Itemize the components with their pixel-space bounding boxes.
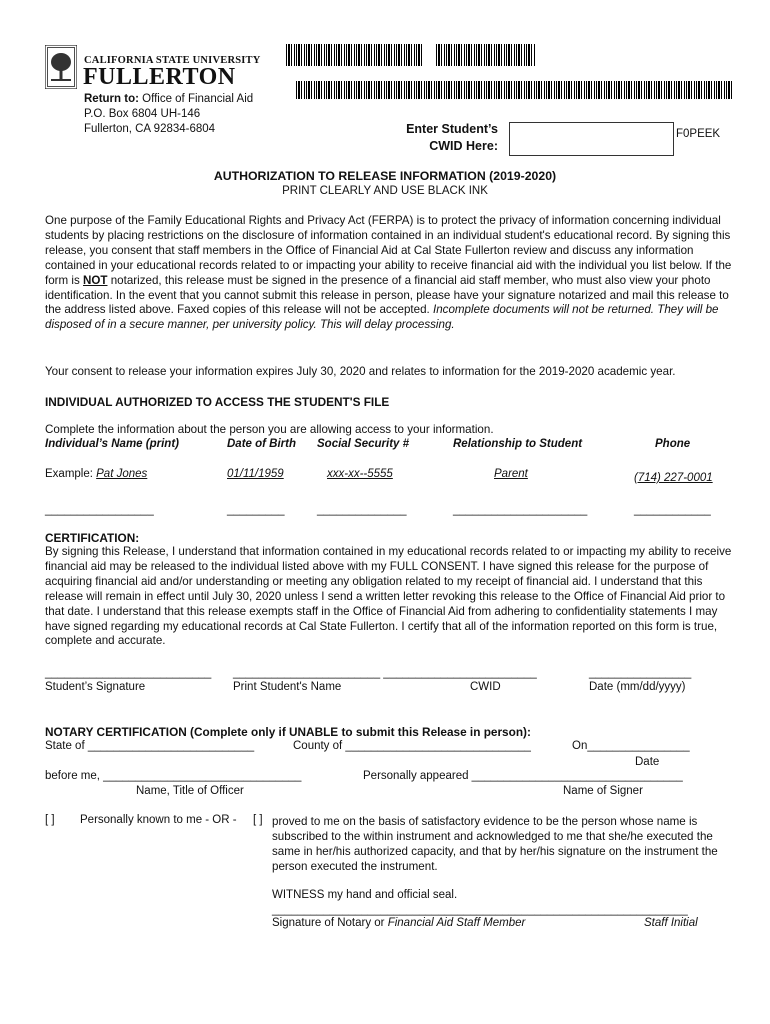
staff-initial-label: Staff Initial (644, 917, 698, 929)
ferpa-intro-paragraph (45, 214, 735, 333)
return-to-label: Return to: (84, 93, 139, 105)
consent-expiry-text: Your consent to release your information expires July 30, 2020 and relates to information for the 2019-2020 academic year. (45, 365, 676, 378)
notary-on-field[interactable]: On________________ (572, 740, 690, 752)
university-name: CALIFORNIA STATE UNIVERSITY (84, 55, 261, 66)
blank-relationship-line[interactable]: _____________________ (453, 504, 588, 516)
label-date: Date (mm/dd/yyyy) (589, 681, 686, 693)
cwid-input-box[interactable] (509, 122, 674, 156)
individual-section-heading: INDIVIDUAL AUTHORIZED TO ACCESS THE STUDENT'S FILE (45, 395, 390, 409)
notary-signature-label-b: Financial Aid Staff Member (387, 917, 526, 929)
barcode-long (296, 81, 732, 99)
proved-paragraph (272, 814, 727, 874)
certification-heading: CERTIFICATION: (45, 531, 140, 545)
col-header-relationship: Relationship to Student (453, 438, 583, 450)
cwid-label-line2: CWID Here: (429, 139, 498, 153)
notary-date-label: Date (635, 756, 660, 768)
example-name: Pat Jones (96, 468, 148, 480)
example-dob: 01/11/1959 (227, 468, 284, 480)
form-code: F0PEEK (676, 128, 721, 140)
return-to-line (84, 93, 253, 105)
notary-before-me-field[interactable]: before me, _______________________________ (45, 770, 302, 782)
witness-signature-line[interactable]: _________________________________________________________________ (272, 904, 688, 916)
notary-signature-label (272, 917, 525, 929)
intro-text-2: notarized, this release must be signed in the presence of a financial aid staff member, who must also view your photo identification. In the event that you cannot submit this release in person, please have your signature notarized and mail this release to the address listed above. Faxed copies of this release will not be accepted. (45, 273, 729, 317)
col-header-ssn: Social Security # (317, 438, 410, 450)
notary-county-field[interactable]: County of _____________________________ (293, 740, 531, 752)
form-subtitle: PRINT CLEARLY AND USE BLACK INK (282, 185, 488, 197)
individual-instruction: Complete the information about the person you are allowing access to your information. (45, 423, 494, 436)
blank-phone-line[interactable]: ____________ (634, 504, 711, 516)
example-label: Example: (45, 468, 93, 480)
certification-text: By signing this Release, I understand that information contained in my educational records related to or impacting my ability to receive financial aid may be released to the individual listed above with my FULL CONSENT. I have signed this release for the purpose of acquiring financial aid and/or understanding or meeting any obligation related to my receipt of financial aid. I understand that this release will remain in effect until July 30, 2020 unless I send a written letter revoking this release to the Office of Financial Aid prior to that date. I understand that this release exempts staff in the Office of Financial Aid from adhering to confidentiality statements I may have signed regarding my educational records at Cal State Fullerton. I certify that all of the information reported on this form is true, complete and accurate. (45, 545, 732, 648)
example-phone: (714) 227-0001 (634, 472, 713, 484)
student-signature-line[interactable]: __________________________ (45, 667, 212, 679)
label-cwid: CWID (470, 681, 501, 693)
date-line[interactable]: ________________ (589, 667, 692, 679)
checkbox-personally-known[interactable]: [ ] (45, 814, 55, 826)
notary-signature-label-a: Signature of Notary or (272, 917, 388, 929)
return-office: Office of Financial Aid (142, 93, 254, 105)
university-seal-logo (45, 45, 77, 89)
label-print-name: Print Student's Name (233, 681, 342, 693)
example-ssn: xxx-xx--5555 (327, 468, 393, 480)
checkbox-proved[interactable]: [ ] (253, 814, 263, 826)
intro-italic-notice: Incomplete documents will not be returned. They will be disposed of in a secure manner, per university policy. This will delay processing. (45, 303, 719, 332)
col-header-dob: Date of Birth (227, 438, 296, 450)
barcode-top-left (286, 44, 424, 66)
example-row (45, 468, 147, 480)
form-title: AUTHORIZATION TO RELEASE INFORMATION (2019-2020) (213, 169, 557, 183)
personally-known-text: Personally known to me - OR - (80, 814, 237, 826)
example-relationship: Parent (494, 468, 528, 480)
address-line-2: Fullerton, CA 92834-6804 (84, 123, 216, 135)
cwid-label-line1: Enter Student’s (406, 122, 498, 136)
col-header-phone: Phone (655, 438, 691, 450)
intro-text-1: One purpose of the Family Educational Rights and Privacy Act (FERPA) is to protect the privacy of information concerning individual students by placing restrictions on the disclosure of information contained in an individual student's educational record. By signing this release, you consent that staff members in the Office of Financial Aid at Cal State Fullerton review and discuss any information contained in your educational records related to or impacting your ability to receive financial aid with the individual you list below. If the form is (45, 214, 732, 287)
notary-state-field[interactable]: State of __________________________ (45, 740, 255, 752)
print-name-cwid-line[interactable]: _______________________ ________________________ (233, 667, 537, 679)
notary-heading: NOTARY CERTIFICATION (Complete only if UNABLE to submit this Release in person): (45, 725, 531, 739)
certification-paragraph (45, 545, 735, 649)
proved-text: proved to me on the basis of satisfactory evidence to be the person whose name is subscribed to the within instrument and acknowledged to me that she/he executed the same in her/his authorized capacity, and that by her/his signature on the instrument the person executed the instrument. (272, 815, 718, 873)
col-header-name: Individual’s Name (print) (45, 438, 179, 450)
witness-text: WITNESS my hand and official seal. (272, 889, 458, 901)
blank-dob-line[interactable]: _________ (227, 504, 285, 516)
notary-signer-label: Name of Signer (563, 785, 643, 797)
campus-name: FULLERTON (83, 64, 236, 90)
blank-name-line[interactable]: _________________ (45, 504, 154, 516)
intro-not-emphasis: NOT (83, 273, 108, 287)
address-line-1: P.O. Box 6804 UH-146 (84, 108, 201, 120)
notary-personally-appeared-field[interactable]: Personally appeared _________________________________ (363, 770, 683, 782)
blank-ssn-line[interactable]: ______________ (317, 504, 407, 516)
barcode-top-right (436, 44, 536, 66)
notary-officer-label: Name, Title of Officer (136, 785, 244, 797)
label-student-signature: Student’s Signature (45, 681, 146, 693)
